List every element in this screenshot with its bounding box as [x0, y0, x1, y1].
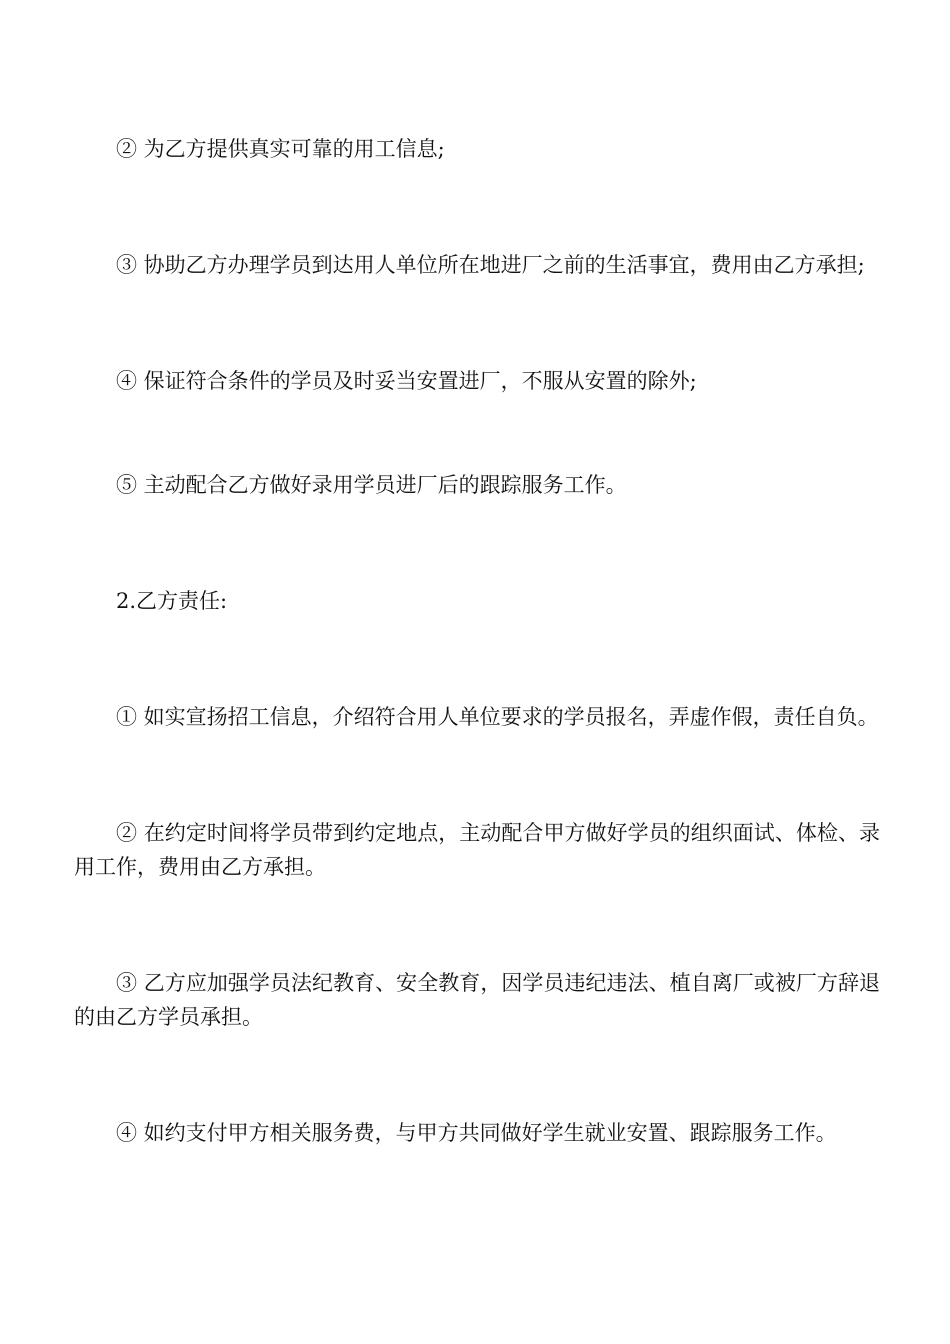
section-heading-party-b: 2.乙方责任:: [116, 589, 228, 613]
document-body: [74, 132, 880, 1150]
party-b-item-3: ③ 乙方应加强学员法纪教育、安全教育，因学员违纪违法、植自离厂或被厂方辞退的由乙方学员承担。: [74, 971, 880, 1029]
paragraph-item-3: ③ 协助乙方办理学员到达用人单位所在地进厂之前的生活事宜，费用由乙方承担;: [116, 253, 865, 277]
party-b-item-2: ② 在约定时间将学员带到约定地点，主动配合甲方做好学员的组织面试、体检、录用工作，费用由乙方承担。: [74, 821, 880, 879]
paragraph-item-5: ⑤ 主动配合乙方做好录用学员进厂后的跟踪服务工作。: [116, 473, 627, 497]
paragraph-item-4: ④ 保证符合条件的学员及时妥当安置进厂，不服从安置的除外;: [116, 369, 697, 393]
party-b-item-4: ④ 如约支付甲方相关服务费，与甲方共同做好学生就业安置、跟踪服务工作。: [116, 1121, 837, 1145]
paragraph-item-2: ② 为乙方提供真实可靠的用工信息;: [116, 137, 445, 161]
party-b-item-1: ① 如实宣扬招工信息，介绍符合用人单位要求的学员报名，弄虚作假，责任自负。: [116, 705, 879, 729]
